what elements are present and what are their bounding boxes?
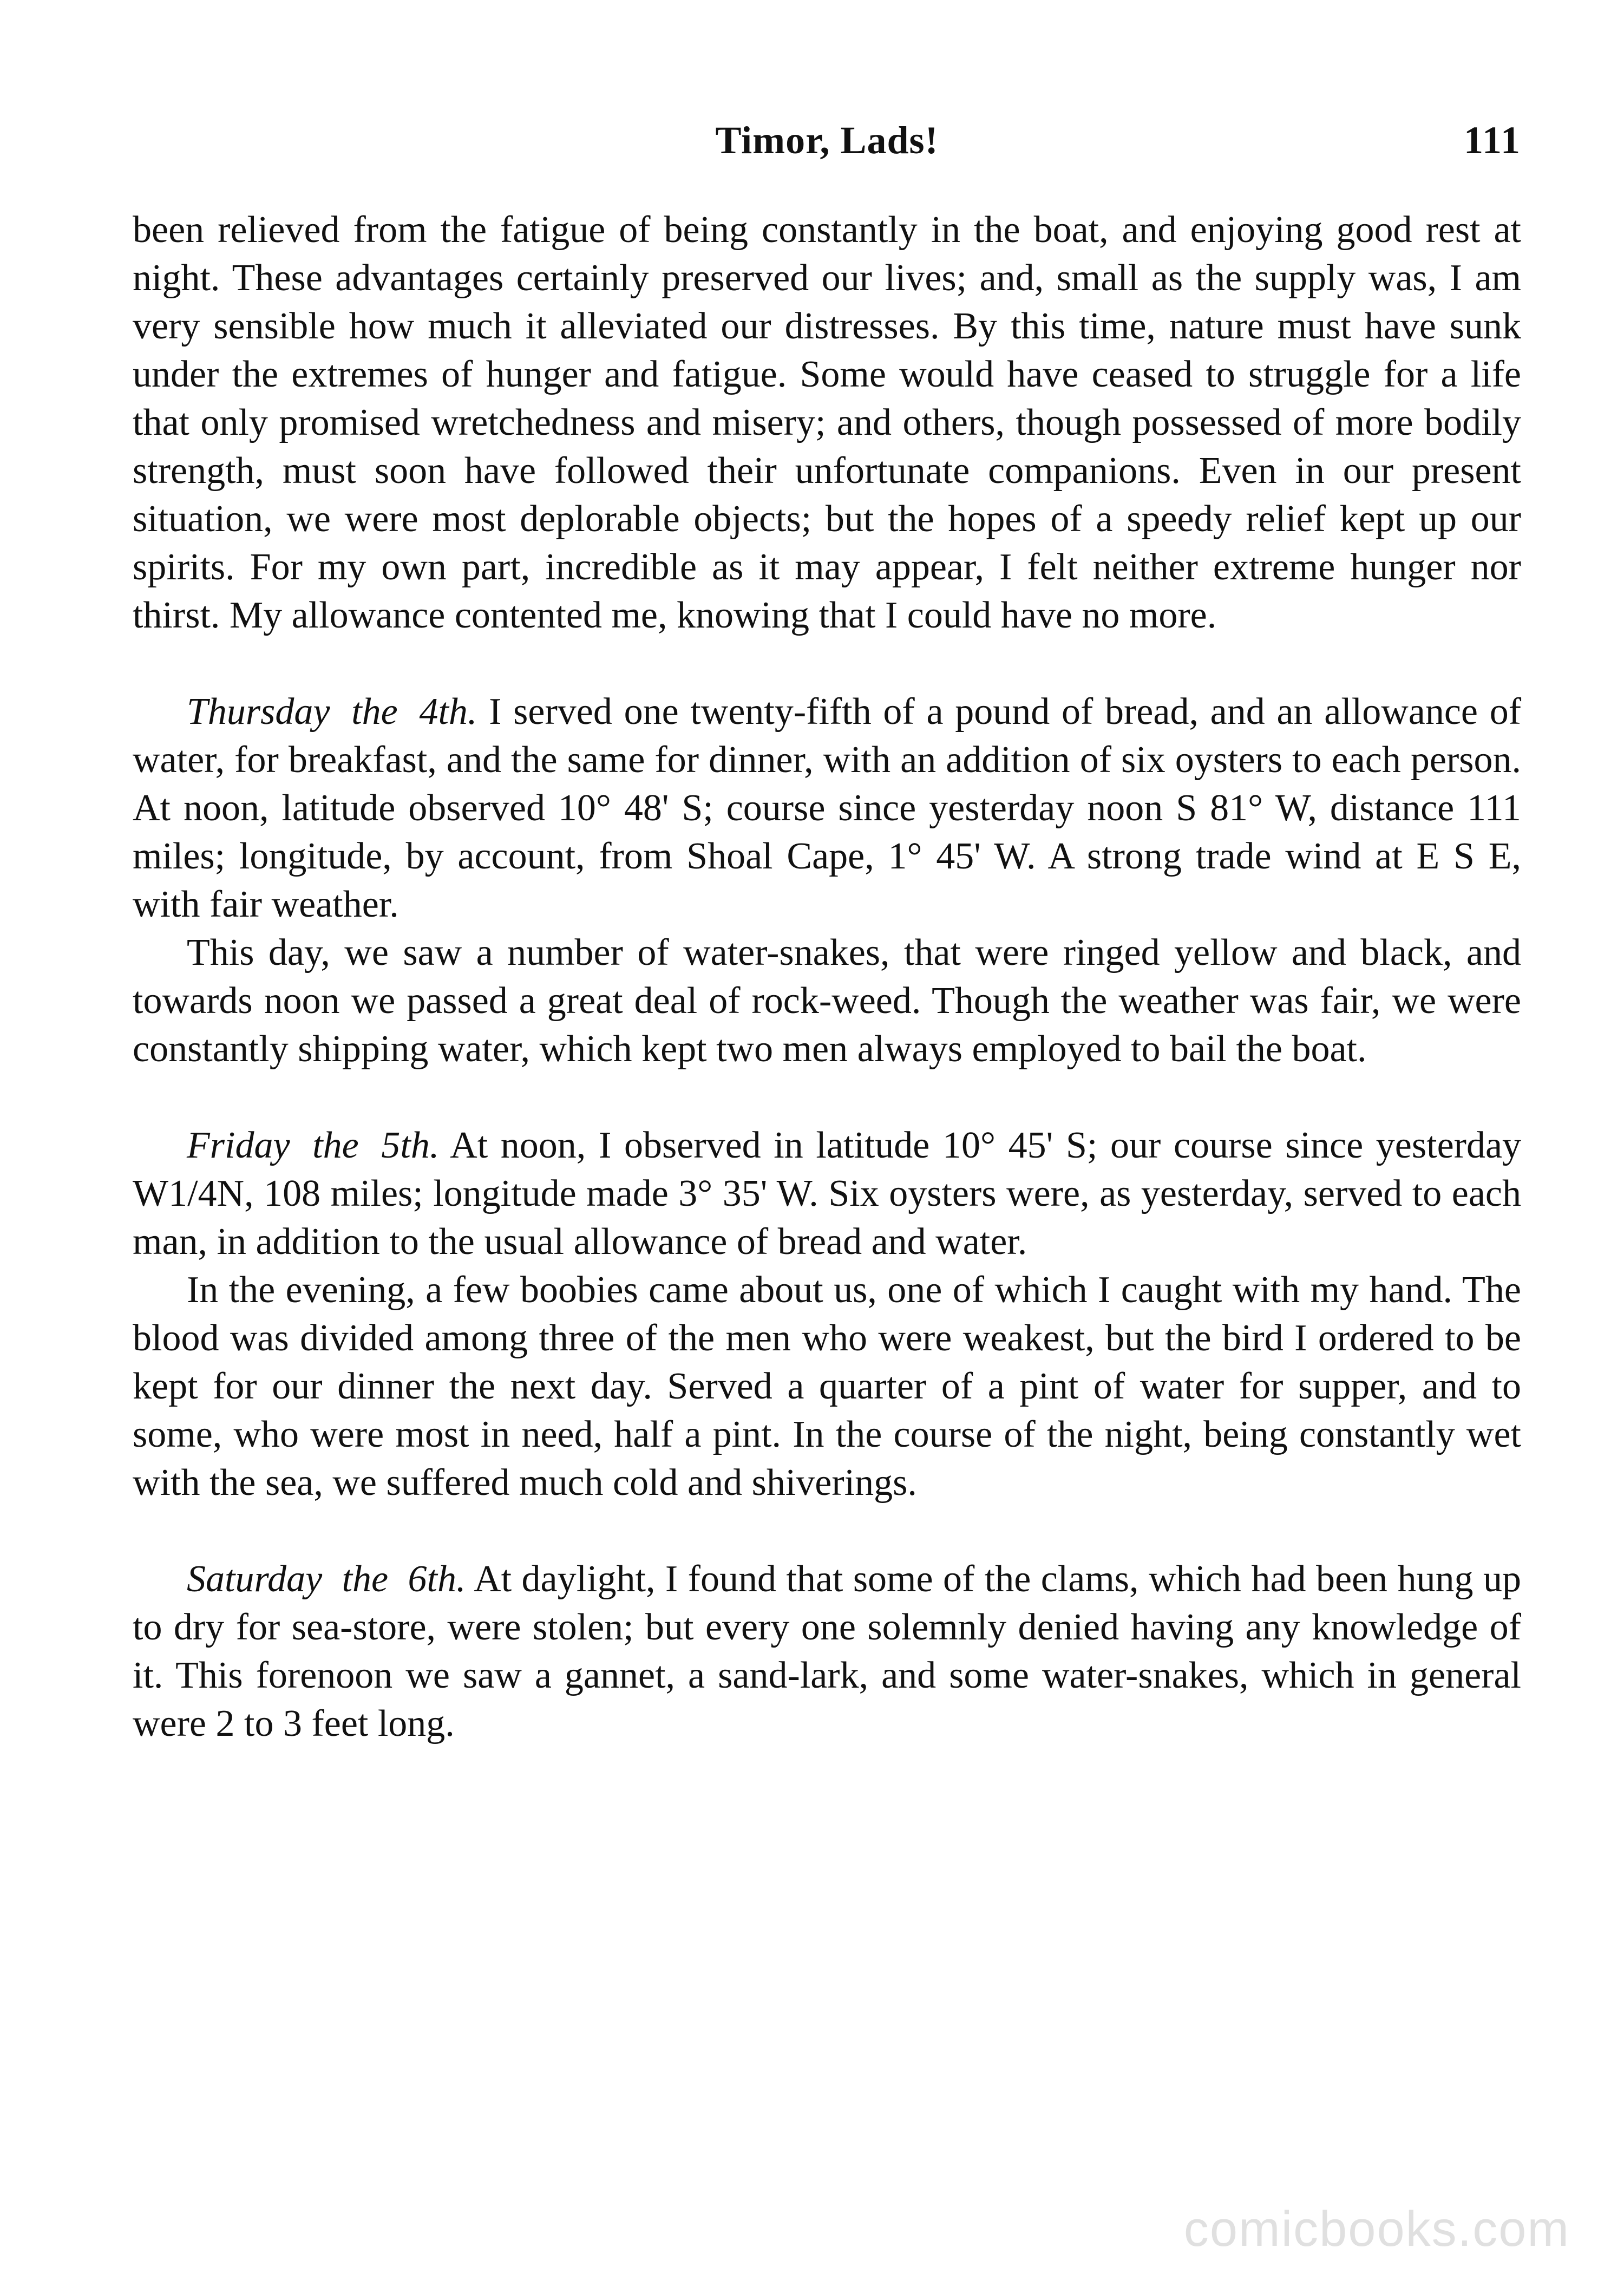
body-text bbox=[133, 206, 1521, 1748]
entry-date-heading: Friday the 5th. bbox=[187, 1125, 440, 1166]
running-header bbox=[133, 118, 1521, 178]
journal-entry-saturday bbox=[133, 1555, 1521, 1748]
running-title: Timor, Lads! bbox=[715, 119, 939, 162]
site-watermark: comicbooks.com bbox=[1183, 2201, 1570, 2257]
entry-date-heading: Thursday the 4th. bbox=[187, 691, 477, 733]
page-number: 111 bbox=[1463, 119, 1521, 162]
journal-entry-thursday bbox=[133, 688, 1521, 929]
journal-entry-friday bbox=[133, 1121, 1521, 1266]
paragraph-text: been relieved from the fatigue of being constantly in the boat, and enjoying good rest at night. These advantages certainly preserved our lives; and, small as the supply was, I am very sensible how much it alleviated our distresses. By this time, nature must have sunk under the extremes of hunger and fatigue. Some would have ceased to struggle for a life that only promised wretchedness and misery; and others, though possessed of more bodily strength, must soon have followed their unfortunate companions. Even in our present situation, we were most deplorable objects; but the hopes of a speedy relief kept up our spirits. For my own part, incredible as it may appear, I felt neither extreme hunger nor thirst. My allowance contented me, knowing that I could have no more. bbox=[133, 209, 1521, 636]
paragraph-text: At daylight, I found that some of the clams, which had been hung up to dry for sea-store, were stolen; but every one solemnly denied having any knowledge of it. This forenoon we saw a gannet, a sand-lark, and some water-snakes, which in general were 2 to 3 feet long. bbox=[133, 1558, 1521, 1744]
paragraph-continued bbox=[133, 206, 1521, 639]
paragraph-text: In the evening, a few boobies came about us, one of which I caught with my hand. The blood was divided among three of the men who were weakest, but the bird I ordered to be kept for our dinner the next day. Served a quarter of a pint of water for supper, and to some, who were most in need, half a pint. In the course of the night, being constantly wet with the sea, we suffered much cold and shiverings. bbox=[133, 1269, 1521, 1504]
entry-date-heading: Saturday the 6th. bbox=[187, 1558, 466, 1600]
paragraph-text: This day, we saw a number of water-snakes, that were ringed yellow and black, and towards noon we passed a great deal of rock-weed. Though the weather was fair, we were constantly shipping water, which kept two men always employed to bail the boat. bbox=[133, 932, 1521, 1070]
paragraph-boobies bbox=[133, 1266, 1521, 1507]
paragraph-text: At noon, I observed in latitude 10° 45' S; our course since yesterday W1/4N, 108 miles; longitude made 3° 35' W. Six oysters were, as yesterday, served to each man, in addition to the usual allowance of bread and water. bbox=[133, 1125, 1522, 1263]
paragraph-water-snakes bbox=[133, 929, 1521, 1073]
paragraph-text: I served one twenty-fifth of a pound of bread, and an allowance of water, for breakfast, and the same for dinner, with an addition of six oysters to each person. At noon, latitude observed 10° 48' S; course since yesterday noon S 81° W, distance 111 miles; longitude, by account, from Shoal Cape, 1° 45' W. A strong trade wind at E S E, with fair weather. bbox=[133, 691, 1522, 925]
